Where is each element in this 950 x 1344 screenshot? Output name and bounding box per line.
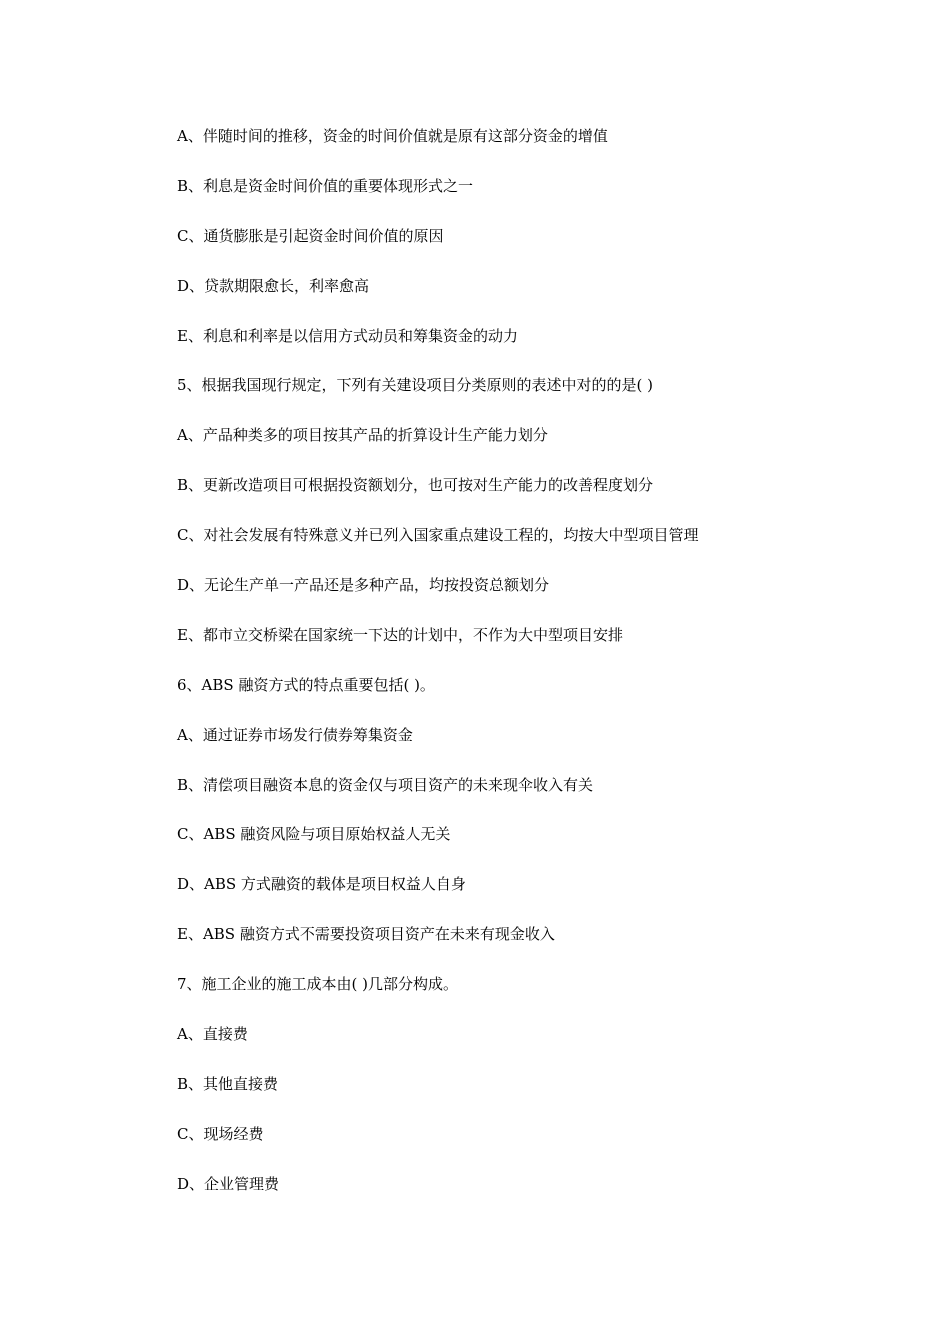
option-line: B、清偿项目融资本息的资金仅与项目资产的未来现伞收入有关 [177,775,594,794]
option-line: D、无论生产单一产品还是多种产品，均按投资总额划分 [177,576,550,595]
question-line: 7、施工企业的施工成本由( )几部分构成。 [177,975,459,994]
question-text-block [177,124,817,1222]
option-line: D、ABS 方式融资的载体是项目权益人自身 [177,875,466,894]
option-line: A、通过证券市场发行债券筹集资金 [177,725,413,744]
option-line: C、ABS 融资风险与项目原始权益人无关 [177,825,451,844]
option-line: E、利息和利率是以信用方式动员和筹集资金的动力 [177,326,518,345]
option-line: B、利息是资金时间价值的重要体现形式之一 [177,176,474,195]
option-line: A、伴随时间的推移，资金的时间价值就是原有这部分资金的增值 [177,127,608,145]
option-line: D、企业管理费 [177,1174,280,1193]
option-line: E、都市立交桥梁在国家统一下达的计划中，不作为大中型项目安排 [177,625,623,644]
option-line: C、现场经费 [177,1124,264,1143]
option-line: D、贷款期限愈长，利率愈高 [177,276,370,295]
option-line: C、通货膨胀是引起资金时间价值的原因 [177,226,444,245]
option-line: A、直接费 [177,1025,248,1044]
question-line: 5、根据我国现行规定，下列有关建设项目分类原则的表述中对的的是( ) [177,376,654,395]
option-line: E、ABS 融资方式不需要投资项目资产在未来有现金收入 [177,925,555,944]
option-line: C、对社会发展有特殊意义并已列入国家重点建设工程的，均按大中型项目管理 [177,526,699,545]
option-line: B、其他直接费 [177,1074,279,1093]
option-line: B、更新改造项目可根据投资额划分，也可按对生产能力的改善程度划分 [177,476,654,495]
question-line: 6、ABS 融资方式的特点重要包括( )。 [177,675,435,694]
option-line: A、产品种类多的项目按其产品的折算设计生产能力划分 [177,426,548,445]
